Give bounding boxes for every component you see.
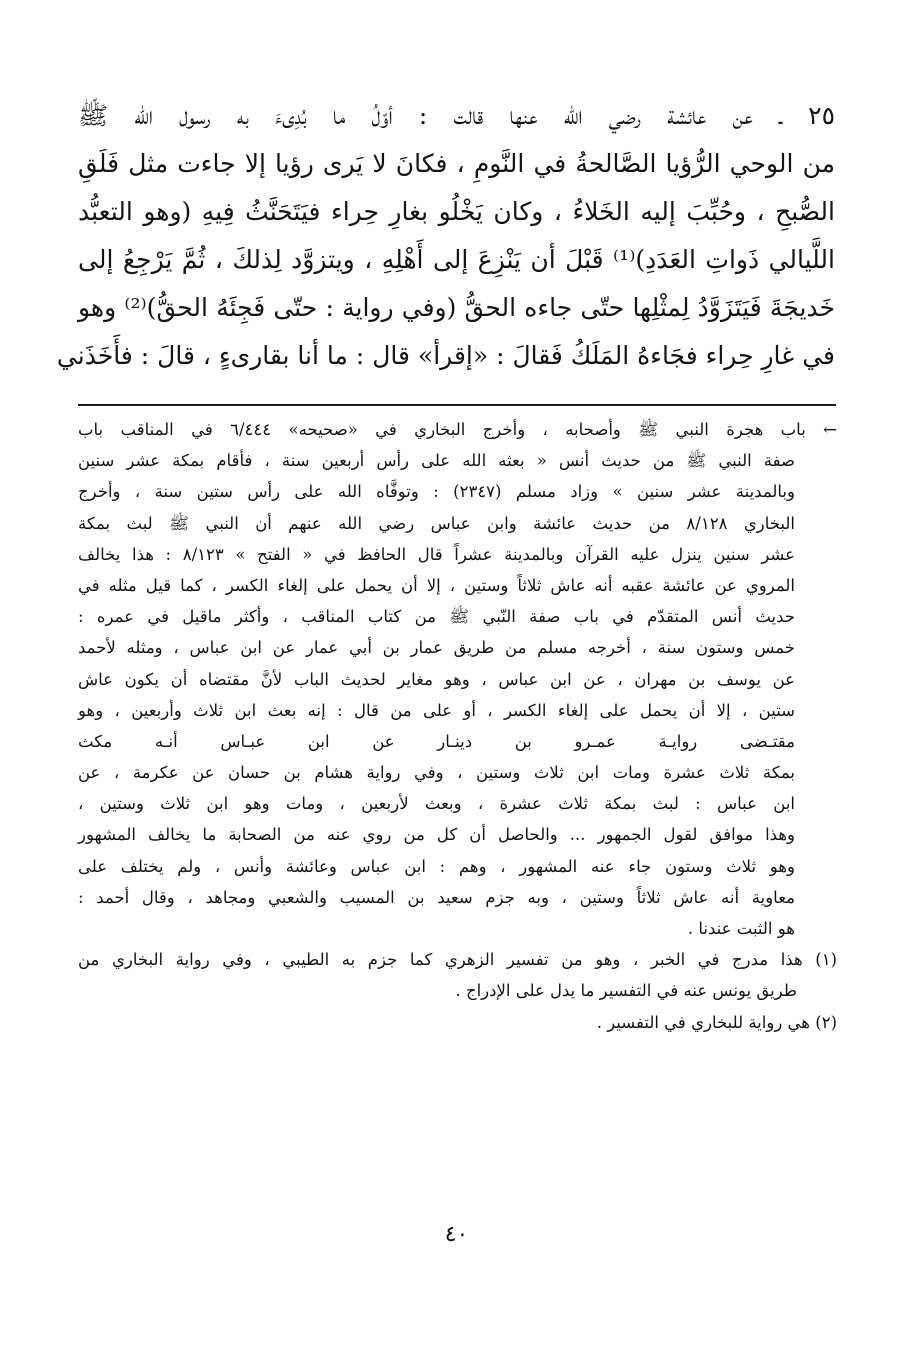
footnote-line: هو الثبت عندنا .	[687, 919, 795, 938]
hadith-line: الصُّبحِ ، وحُبِّبَ إليه الخَلاءُ ، وكان يَخْلُو بغارِ حِراء فيَتَحَنَّثُ فِيهِ (وهو التعبُّد	[78, 197, 835, 226]
footnote-line: معاوية أنه عاش ثلاثاً وستين ، وبه جزم سعيد بن المسيب والشعبي ومجاهد ، وقال أحمد :	[78, 887, 795, 907]
hadith-line: اللَّيالي ذَواتِ العَدَدِ)⁽¹⁾ قَبْلَ أن يَنْزِعَ إلى أَهْلِهِ ، ويتزوَّد لِذلكَ ، ثُمَّ يَرْجِعُ إلى	[78, 245, 835, 274]
footnote-line: بمكة ثلاث عشرة ومات ابن ثلاث وستين ، وفي رواية هشام بن حسان عن عكرمة ، عن	[78, 763, 795, 783]
page-number: ٤٠	[444, 1222, 469, 1247]
footnote-line: عشر سنين ينزل عليه القرآن وبالمدينة عشراً قال الحافظ في « الفتح » ٨/١٢٣ : هذا يخالف	[78, 544, 795, 564]
footnote-line: ستين ، إلا أن يحمل على إلغاء الكسر ، أو على من قال : إنه بعث ابن ثلاث وأربعين ، وهو	[78, 700, 795, 720]
footnote-2: (٢) هي رواية للبخاري في التفسير .	[596, 1012, 837, 1032]
footnote-line: وهو ثلاث وستون جاء عنه المشهور ، وهم : ابن عباس وعائشة وأنس ، ولم يختلف على	[78, 856, 795, 876]
footnote-line: حديث أنس المتقدّم في باب صفة النّبي ﷺ من كتاب المناقب ، وأكثر ماقيل في عمره :	[78, 607, 795, 627]
footnote-line: ← باب هجرة النبي ﷺ وأصحابه ، وأخرج البخاري في «صحيحه» ٦/٤٤٤ في المناقب باب	[78, 420, 837, 439]
footnote-line: عن يوسف بن مهران ، عن ابن عباس ، وهو مغاير لحديث الباب لأنَّ مقتضاه أن يكون عاش	[78, 669, 795, 689]
footnote-line: مقتـضى روايـة عمـرو بن دينـار عن ابن عبـاس أنـه مكث	[78, 731, 795, 751]
footnote-line: وهذا موافق لقول الجمهور ... والحاصل أن كل من روي عنه من الصحابة ما يخالف المشهور	[78, 825, 795, 845]
footnote-1: (١) هذا مدرج في الخبر ، وهو من تفسير الزهري كما جزم به الطيبي ، وفي رواية البخاري من	[78, 950, 837, 970]
footnote-divider	[78, 404, 836, 406]
footnote-line: صفة النبي ﷺ من حديث أنس « بعثه الله على رأس أربعين سنة ، فأقام بمكة عشر سنين	[78, 451, 795, 471]
footnote-1-continued: طريق يونس عنه في التفسير ما يدل على الإدراج .	[455, 981, 797, 1001]
hadith-line: ٢٥ ـ عن عائشة رضي الله عنها قالت : أوّلُ ما بُدِىءَ به رسول الله ﷺ	[78, 101, 835, 130]
footnote-line: ابن عباس : لبث بمكة ثلاث عشرة ، وبعث لأربعين ، ومات وهو ابن ثلاث وستين ،	[78, 794, 795, 814]
footnote-line: المروي عن عائشة عقبه أنه عاش ثلاثاً وستين ، إلا أن يحمل على إلغاء الكسر ، كما قيل مثله في	[78, 575, 795, 595]
footnote-line: وبالمدينة عشر سنين » وزاد مسلم (٢٣٤٧) : وتوفَّاه الله على رأس ستين سنة ، وأخرج	[78, 482, 795, 502]
footnotes	[78, 414, 837, 1038]
footnote-line: البخاري ٨/١٢٨ من حديث عائشة وابن عباس رضي الله عنهم أن النبي ﷺ لبث بمكة	[78, 513, 795, 533]
hadith-line: خَديجَةَ فَيَتَزَوَّدُ لِمثْلِها حتّى جاءه الحقُّ (وفي رواية : حتّى فَجِئَهُ الحقُّ)⁽²⁾ وهو	[78, 293, 835, 322]
footnote-line: خمس وستون سنة ، أخرجه مسلم من طريق عمار بن أبي عمار عن ابن عباس ، ومثله لأحمد	[78, 638, 795, 658]
hadith-line: من الوحي الرُّؤيا الصَّالحةُ في النَّومِ ، فكانَ لا يَرى رؤيا إلا جاءت مثل فَلَقِ	[78, 149, 835, 178]
hadith-line: في غارِ حِراء فجَاءهُ المَلَكُ فَقالَ : «إقرأ» قال : ما أنا بقارىءٍ ، قالَ : فأَخَذَني	[56, 341, 835, 370]
hadith-text	[56, 92, 835, 380]
